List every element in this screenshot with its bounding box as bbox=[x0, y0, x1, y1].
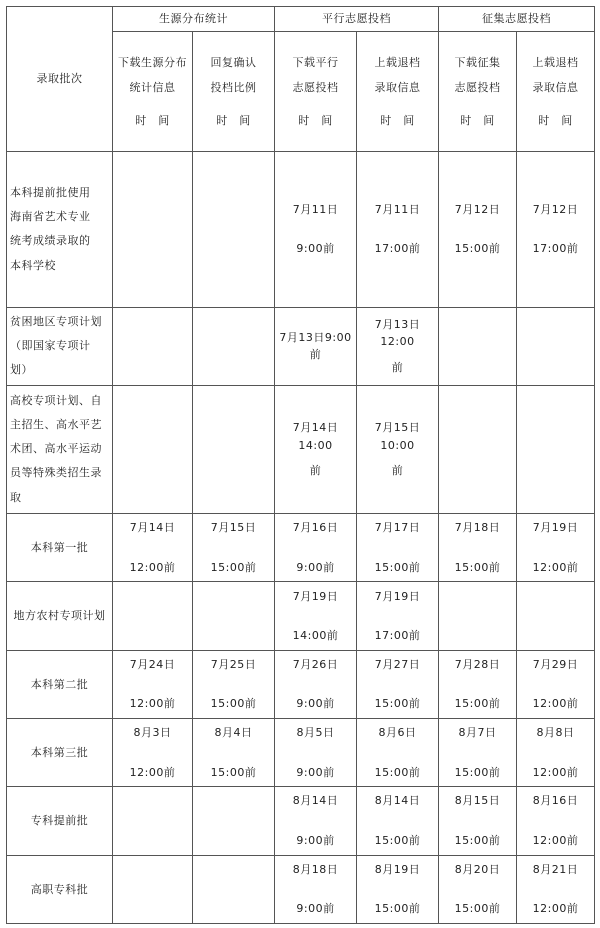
time-line: 7月28日 bbox=[454, 657, 501, 671]
spacer bbox=[360, 810, 435, 832]
batch-name-line: 高校专项计划、自 bbox=[10, 393, 102, 407]
batch-name-cell bbox=[7, 650, 113, 718]
time-line: 8月4日 bbox=[214, 726, 253, 740]
batch-name-line: 贫困地区专项计划 bbox=[10, 314, 102, 328]
time-cell bbox=[193, 514, 275, 582]
spacer bbox=[278, 810, 353, 832]
time-line: 9:00前 bbox=[296, 560, 335, 574]
time-line: 9:00前 bbox=[296, 765, 335, 779]
time-cell bbox=[517, 855, 595, 923]
time-cell bbox=[275, 787, 357, 855]
spacer bbox=[442, 673, 513, 695]
time-line: 7月15日 bbox=[210, 521, 257, 535]
time-line: 前 bbox=[309, 464, 322, 478]
batch-name-cell bbox=[7, 152, 113, 308]
group-header-parallel: 平行志愿投档 bbox=[275, 7, 439, 32]
batch-name-cell bbox=[7, 855, 113, 923]
time-line: 7月16日 bbox=[292, 521, 339, 535]
spacer bbox=[442, 878, 513, 900]
time-cell bbox=[439, 650, 517, 718]
batch-name-line: 主招生、高水平艺 bbox=[10, 418, 102, 432]
batch-name-cell bbox=[7, 787, 113, 855]
spacer bbox=[520, 673, 591, 695]
time-line: 7月17日 bbox=[374, 521, 421, 535]
time-line: 前 bbox=[391, 464, 404, 478]
sub-header-line: 下载征集 bbox=[454, 55, 501, 69]
time-cell bbox=[275, 855, 357, 923]
batch-name-line: 本科学校 bbox=[10, 258, 56, 272]
time-line: 7月29日 bbox=[532, 657, 579, 671]
time-cell bbox=[439, 385, 517, 514]
time-cell bbox=[439, 719, 517, 787]
spacer bbox=[360, 351, 435, 359]
time-line: 8月8日 bbox=[536, 726, 575, 740]
time-line: 17:00前 bbox=[374, 242, 421, 256]
time-cell bbox=[193, 719, 275, 787]
time-line: 15:00前 bbox=[454, 833, 501, 847]
time-cell bbox=[113, 650, 193, 718]
sub-header-0 bbox=[113, 32, 193, 152]
time-line: 7月11日 bbox=[292, 202, 339, 216]
time-cell bbox=[357, 719, 439, 787]
time-line: 12:00前 bbox=[532, 697, 579, 711]
spacer bbox=[360, 218, 435, 240]
time-line: 12:00前 bbox=[532, 833, 579, 847]
time-line: 17:00前 bbox=[532, 242, 579, 256]
sub-header-line: 投档比例 bbox=[210, 80, 257, 94]
schedule-body bbox=[7, 152, 595, 924]
batch-name-cell bbox=[7, 514, 113, 582]
batch-name-cell bbox=[7, 582, 113, 650]
spacer bbox=[442, 742, 513, 764]
time-cell bbox=[357, 152, 439, 308]
time-line: 7月24日 bbox=[129, 657, 176, 671]
time-cell bbox=[113, 582, 193, 650]
time-cell bbox=[439, 307, 517, 385]
table-row bbox=[7, 787, 595, 855]
sub-header-line: 志愿投档 bbox=[454, 80, 501, 94]
spacer bbox=[278, 454, 353, 462]
time-line: 7月26日 bbox=[292, 657, 339, 671]
spacer bbox=[360, 673, 435, 695]
table-row bbox=[7, 514, 595, 582]
sub-header-line: 时 间 bbox=[298, 114, 333, 128]
time-line: 9:00前 bbox=[296, 697, 335, 711]
time-cell bbox=[357, 582, 439, 650]
time-cell bbox=[517, 514, 595, 582]
batch-name-cell bbox=[7, 385, 113, 514]
time-line: 14:00前 bbox=[292, 629, 339, 643]
time-cell bbox=[193, 787, 275, 855]
time-line: 15:00前 bbox=[210, 697, 257, 711]
batch-name-line: 本科第二批 bbox=[30, 677, 89, 691]
time-line: 12:00前 bbox=[129, 765, 176, 779]
time-line: 8月14日 bbox=[374, 794, 421, 808]
time-cell bbox=[357, 650, 439, 718]
spacer bbox=[278, 218, 353, 240]
time-cell bbox=[193, 582, 275, 650]
spacer bbox=[278, 742, 353, 764]
time-cell bbox=[113, 787, 193, 855]
time-cell bbox=[193, 152, 275, 308]
time-cell bbox=[517, 787, 595, 855]
time-line: 12:00前 bbox=[532, 765, 579, 779]
time-line: 7月12日 bbox=[454, 202, 501, 216]
sub-header-line: 上载退档 bbox=[532, 55, 579, 69]
time-line: 7月14日 bbox=[129, 521, 176, 535]
time-cell bbox=[517, 719, 595, 787]
time-cell bbox=[275, 719, 357, 787]
time-cell bbox=[439, 855, 517, 923]
sub-header-5 bbox=[517, 32, 595, 152]
batch-name-line: 取 bbox=[10, 490, 22, 504]
time-cell bbox=[357, 855, 439, 923]
group-header-distribution: 生源分布统计 bbox=[113, 7, 275, 32]
time-line: 8月16日 bbox=[532, 794, 579, 808]
time-cell bbox=[113, 385, 193, 514]
time-line: 15:00前 bbox=[454, 697, 501, 711]
time-cell bbox=[517, 385, 595, 514]
spacer bbox=[278, 878, 353, 900]
spacer bbox=[360, 878, 435, 900]
batch-name-line: 地方农村专项计划 bbox=[13, 609, 106, 623]
sub-header-line: 统计信息 bbox=[129, 80, 176, 94]
spacer bbox=[442, 810, 513, 832]
sub-header-line: 时 间 bbox=[538, 114, 573, 128]
time-cell bbox=[275, 307, 357, 385]
spacer bbox=[360, 454, 435, 462]
batch-name-line: 高职专科批 bbox=[30, 882, 89, 896]
time-line: 7月19日 bbox=[374, 589, 421, 603]
batch-name-line: 专科提前批 bbox=[30, 814, 89, 828]
time-line: 9:00前 bbox=[296, 833, 335, 847]
sub-header-line: 上载退档 bbox=[374, 55, 421, 69]
spacer bbox=[520, 742, 591, 764]
sub-header-line: 志愿投档 bbox=[292, 80, 339, 94]
spacer bbox=[360, 537, 435, 559]
time-cell bbox=[193, 385, 275, 514]
time-line: 8月15日 bbox=[454, 794, 501, 808]
time-line: 前 bbox=[391, 360, 404, 374]
spacer bbox=[278, 537, 353, 559]
time-cell bbox=[357, 385, 439, 514]
time-cell bbox=[439, 582, 517, 650]
time-cell bbox=[517, 650, 595, 718]
spacer bbox=[278, 673, 353, 695]
batch-name-cell bbox=[7, 307, 113, 385]
sub-header-line: 下载平行 bbox=[292, 55, 339, 69]
batch-name-line: 本科第三批 bbox=[30, 745, 89, 759]
spacer bbox=[520, 218, 591, 240]
time-line: 15:00前 bbox=[454, 902, 501, 916]
time-line: 8月6日 bbox=[378, 726, 417, 740]
time-line: 15:00前 bbox=[374, 833, 421, 847]
time-cell bbox=[113, 719, 193, 787]
time-line: 12:00前 bbox=[532, 902, 579, 916]
spacer bbox=[116, 742, 189, 764]
time-line: 9:00前 bbox=[296, 242, 335, 256]
sub-header-1 bbox=[193, 32, 275, 152]
table-row bbox=[7, 582, 595, 650]
time-line: 7月13日9:00前 bbox=[279, 330, 352, 362]
time-line: 7月15日10:00 bbox=[374, 420, 421, 452]
time-line: 15:00前 bbox=[210, 765, 257, 779]
batch-name-line: 海南省艺术专业 bbox=[10, 210, 91, 224]
time-line: 8月5日 bbox=[296, 726, 335, 740]
time-cell bbox=[275, 152, 357, 308]
time-line: 8月14日 bbox=[292, 794, 339, 808]
spacer bbox=[196, 537, 271, 559]
time-line: 15:00前 bbox=[374, 765, 421, 779]
time-cell bbox=[357, 787, 439, 855]
sub-header-2 bbox=[275, 32, 357, 152]
time-cell bbox=[357, 514, 439, 582]
table-row bbox=[7, 855, 595, 923]
time-cell bbox=[193, 855, 275, 923]
sub-header-line: 时 间 bbox=[216, 114, 251, 128]
time-line: 15:00前 bbox=[454, 242, 501, 256]
time-line: 12:00前 bbox=[129, 697, 176, 711]
batch-name-line: 员等特殊类招生录 bbox=[10, 466, 102, 480]
time-line: 9:00前 bbox=[296, 902, 335, 916]
time-cell bbox=[113, 307, 193, 385]
sub-header-line: 时 间 bbox=[380, 114, 415, 128]
time-cell bbox=[439, 152, 517, 308]
time-cell bbox=[517, 307, 595, 385]
time-line: 15:00前 bbox=[374, 697, 421, 711]
time-cell bbox=[517, 582, 595, 650]
sub-header-line: 时 间 bbox=[460, 114, 495, 128]
time-line: 7月11日 bbox=[374, 202, 421, 216]
time-cell bbox=[439, 514, 517, 582]
time-cell bbox=[193, 650, 275, 718]
spacer bbox=[360, 605, 435, 627]
spacer bbox=[116, 537, 189, 559]
time-line: 17:00前 bbox=[374, 629, 421, 643]
time-line: 15:00前 bbox=[374, 560, 421, 574]
sub-header-line: 时 间 bbox=[135, 114, 170, 128]
time-line: 7月27日 bbox=[374, 657, 421, 671]
admission-schedule-table bbox=[6, 6, 595, 924]
spacer bbox=[520, 537, 591, 559]
spacer bbox=[360, 742, 435, 764]
sub-header-line: 录取信息 bbox=[374, 80, 421, 94]
time-line: 7月12日 bbox=[532, 202, 579, 216]
spacer bbox=[520, 810, 591, 832]
time-cell bbox=[517, 152, 595, 308]
sub-header-4 bbox=[439, 32, 517, 152]
time-line: 7月19日 bbox=[532, 521, 579, 535]
time-line: 7月13日12:00 bbox=[374, 317, 421, 349]
batch-column-header: 录取批次 bbox=[7, 7, 113, 152]
spacer bbox=[520, 878, 591, 900]
header-group-row bbox=[7, 7, 595, 32]
table-row bbox=[7, 152, 595, 308]
time-line: 12:00前 bbox=[532, 560, 579, 574]
time-cell bbox=[193, 307, 275, 385]
sub-header-line: 录取信息 bbox=[532, 80, 579, 94]
spacer bbox=[278, 605, 353, 627]
time-cell bbox=[357, 307, 439, 385]
batch-name-line: 划） bbox=[10, 363, 33, 377]
time-line: 8月19日 bbox=[374, 862, 421, 876]
time-line: 8月7日 bbox=[458, 726, 497, 740]
time-line: 8月3日 bbox=[133, 726, 172, 740]
batch-name-cell bbox=[7, 719, 113, 787]
time-cell bbox=[275, 385, 357, 514]
table-row bbox=[7, 307, 595, 385]
sub-header-3 bbox=[357, 32, 439, 152]
table-row bbox=[7, 385, 595, 514]
time-line: 15:00前 bbox=[374, 902, 421, 916]
time-line: 12:00前 bbox=[129, 560, 176, 574]
time-line: 8月20日 bbox=[454, 862, 501, 876]
table-row bbox=[7, 719, 595, 787]
time-cell bbox=[113, 514, 193, 582]
time-line: 15:00前 bbox=[454, 765, 501, 779]
spacer bbox=[196, 673, 271, 695]
spacer bbox=[442, 537, 513, 559]
time-line: 7月25日 bbox=[210, 657, 257, 671]
spacer bbox=[116, 673, 189, 695]
time-cell bbox=[113, 855, 193, 923]
time-cell bbox=[275, 582, 357, 650]
batch-name-line: 本科第一批 bbox=[30, 541, 89, 554]
table-row bbox=[7, 650, 595, 718]
time-line: 7月18日 bbox=[454, 521, 501, 535]
time-line: 15:00前 bbox=[454, 560, 501, 574]
time-line: 8月18日 bbox=[292, 862, 339, 876]
sub-header-line: 下载生源分布 bbox=[118, 55, 187, 69]
sub-header-line: 回复确认 bbox=[210, 55, 257, 69]
time-cell bbox=[275, 650, 357, 718]
spacer bbox=[442, 218, 513, 240]
time-line: 15:00前 bbox=[210, 560, 257, 574]
spacer bbox=[196, 742, 271, 764]
time-cell bbox=[113, 152, 193, 308]
time-cell bbox=[439, 787, 517, 855]
time-cell bbox=[275, 514, 357, 582]
batch-name-line: 本科提前批使用 bbox=[10, 185, 91, 199]
group-header-solicit: 征集志愿投档 bbox=[439, 7, 595, 32]
batch-name-line: （即国家专项计 bbox=[10, 339, 91, 353]
time-line: 8月21日 bbox=[532, 862, 579, 876]
time-line: 7月14日14:00 bbox=[292, 420, 339, 452]
batch-name-line: 统考成绩录取的 bbox=[10, 234, 91, 248]
batch-name-line: 术团、高水平运动 bbox=[10, 442, 102, 456]
time-line: 7月19日 bbox=[292, 589, 339, 603]
